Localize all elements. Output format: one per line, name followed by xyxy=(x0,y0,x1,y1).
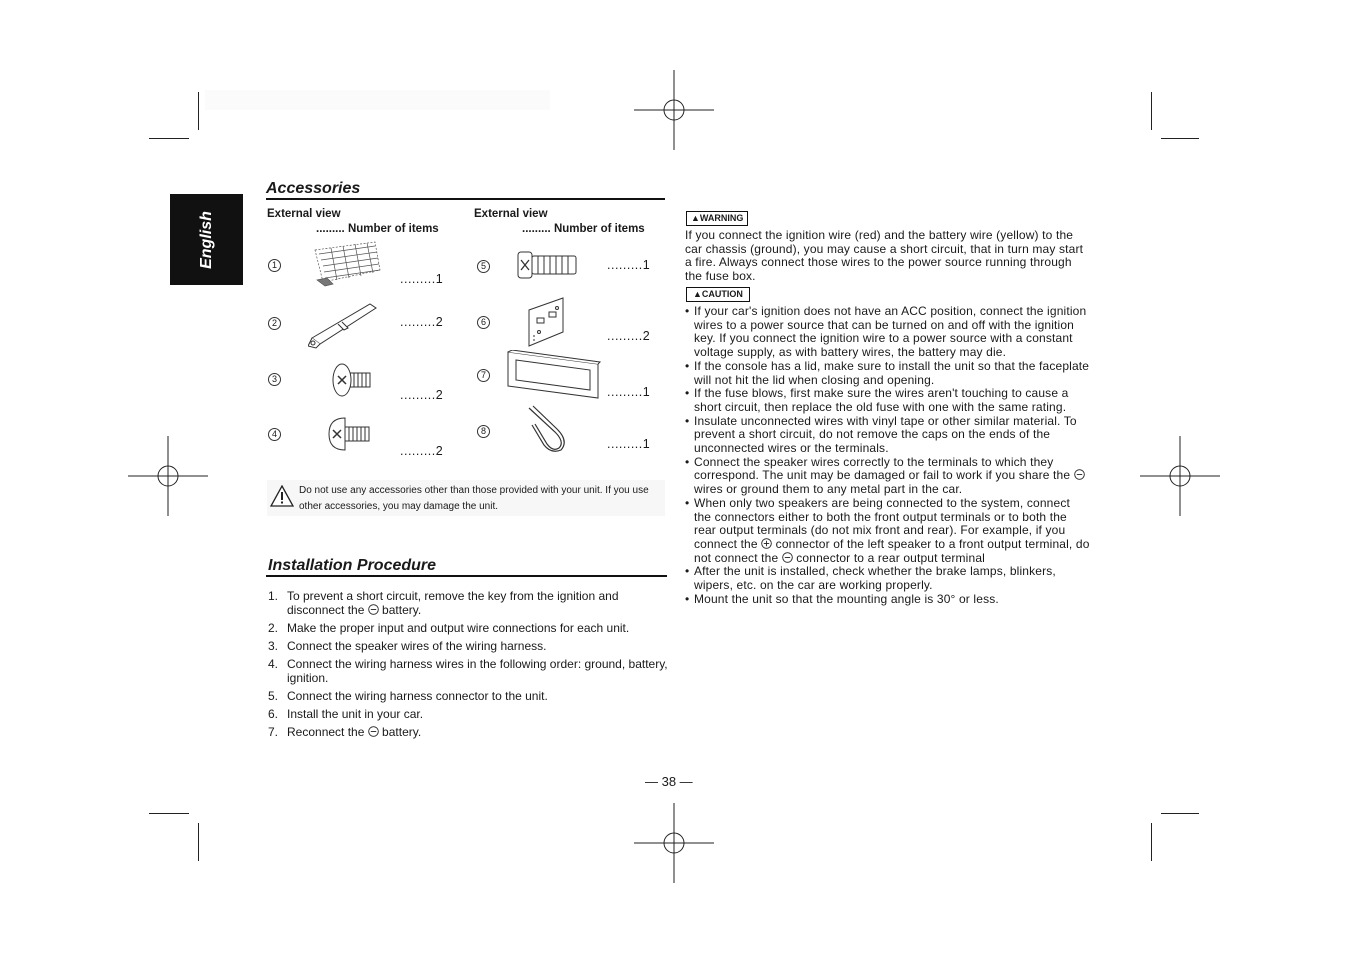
bullet-icon: • xyxy=(685,304,690,318)
caution-item xyxy=(685,415,1090,456)
removal-tool-icon xyxy=(308,300,380,350)
caution-text: connector to a rear output terminal xyxy=(792,550,985,565)
installation-step xyxy=(268,589,668,617)
crop-mark xyxy=(198,823,199,861)
installation-step xyxy=(268,707,668,721)
escutcheon-frame-icon xyxy=(506,350,602,400)
bullet-icon: • xyxy=(685,454,690,469)
item-number: 5 xyxy=(477,260,490,273)
caution-item xyxy=(685,360,1090,387)
caution-text: If the fuse blows, first make sure the wires aren't touching to cause a short circuit, then replace the old fuse with one with the same rating. xyxy=(694,386,1069,414)
registration-mark-icon xyxy=(634,70,714,150)
item-quantity: .........2 xyxy=(607,329,651,343)
bullet-icon: • xyxy=(685,358,690,373)
item-number: 3 xyxy=(268,373,281,386)
warning-small-icon: ▲ xyxy=(691,213,700,223)
accessories-title: Accessories xyxy=(266,180,361,197)
bullet-icon: • xyxy=(685,495,690,510)
bullet-icon: • xyxy=(685,591,690,606)
plus-terminal-icon xyxy=(761,538,772,549)
crop-mark xyxy=(1161,813,1199,814)
item-number: 1 xyxy=(268,259,281,272)
caution-text: Connect the speaker wires correctly to the terminals to which they correspond. The unit may be damaged or fail to work if you share the xyxy=(694,454,1074,483)
crop-mark xyxy=(1151,823,1152,861)
step-text: Reconnect the xyxy=(287,725,368,739)
crop-mark xyxy=(149,138,189,139)
step-number: 6. xyxy=(268,707,279,721)
step-text: battery. xyxy=(378,603,422,617)
warning-text: If you connect the ignition wire (red) and the battery wire (yellow) to the car chassis (ground), you may cause a short circuit, that in turn may start a fire. Always connect those wires to the power source running through the fuse box. xyxy=(685,228,1084,283)
caution-item xyxy=(685,305,1090,360)
installation-step xyxy=(268,621,668,635)
bullet-icon: • xyxy=(685,413,690,428)
wiring-harness-icon xyxy=(305,240,385,292)
caution-small-icon: ▲ xyxy=(693,289,702,299)
round-head-screw-icon xyxy=(327,416,371,452)
installation-steps xyxy=(268,589,668,743)
bracket-plate-icon xyxy=(525,296,567,348)
caution-text: wires or ground them to any metal part in the car. xyxy=(694,482,963,497)
item-number: 8 xyxy=(477,425,490,438)
minus-terminal-icon xyxy=(782,552,793,563)
installation-rule xyxy=(266,575,667,577)
scan-shadow xyxy=(205,90,550,110)
item-quantity: .........1 xyxy=(400,272,444,286)
installation-title: Installation Procedure xyxy=(268,557,437,574)
hook-icon xyxy=(525,404,569,452)
language-tab xyxy=(170,194,243,285)
warning-label: ▲WARNING xyxy=(686,211,748,226)
caution-text: Mount the unit so that the mounting angle is 30° or less. xyxy=(694,591,999,606)
item-quantity: .........1 xyxy=(607,385,651,399)
right-column-header: External view ......... Number of items xyxy=(474,208,645,235)
step-text: battery. xyxy=(378,725,422,739)
crop-mark xyxy=(1161,138,1199,139)
registration-mark-icon xyxy=(128,436,208,516)
step-number: 4. xyxy=(268,657,279,671)
warning-triangle-icon xyxy=(270,485,294,507)
crop-mark xyxy=(149,813,189,814)
step-text: Make the proper input and output wire connections for each unit. xyxy=(287,621,630,635)
left-column-header: External view ......... Number of items xyxy=(267,208,439,235)
page-number: — 38 — xyxy=(645,774,693,789)
bolt-icon xyxy=(516,250,580,280)
flat-head-screw-icon xyxy=(330,362,372,398)
caution-list xyxy=(685,305,1090,606)
step-number: 5. xyxy=(268,689,279,703)
item-number: 2 xyxy=(268,317,281,330)
step-text: Connect the speaker wires of the wiring harness. xyxy=(287,639,547,653)
caution-item xyxy=(685,387,1090,414)
accessories-rule xyxy=(266,198,665,200)
caution-text: When only two speakers are being connected to the system, connect the connectors either to both the front output terminals or to both the rear output terminals (do not mix front and rear). For example, if you connect the xyxy=(694,495,1070,551)
installation-step xyxy=(268,689,668,703)
item-quantity: .........2 xyxy=(400,444,444,458)
item-number: 7 xyxy=(477,369,490,382)
registration-mark-icon xyxy=(634,803,714,883)
accessory-note: Do not use any accessories other than those provided with your unit. If you use other accessories, you may damage the unit. xyxy=(299,485,649,512)
caution-item xyxy=(685,565,1090,592)
caution-item xyxy=(685,497,1090,566)
installation-step xyxy=(268,639,668,653)
caution-text: If your car's ignition does not have an ACC position, connect the ignition wires to a power source that can be turned on and off with the ignition key. If you connect the ignition wire to a power source with a constant voltage supply, as with battery wires, the battery may die. xyxy=(694,304,1087,360)
crop-mark xyxy=(1151,92,1152,130)
step-text: Connect the wiring harness wires in the following order: ground, battery, ignition. xyxy=(287,657,668,685)
minus-terminal-icon xyxy=(1074,469,1085,480)
caution-text: If the console has a lid, make sure to install the unit so that the faceplate will not hit the lid when closing and opening. xyxy=(694,358,1090,387)
installation-step xyxy=(268,725,668,739)
caution-label: ▲CAUTION xyxy=(686,287,750,302)
language-label: English xyxy=(197,210,215,269)
caution-item xyxy=(685,593,1090,607)
caution-item xyxy=(685,456,1090,497)
step-text: To prevent a short circuit, remove the key from the ignition and disconnect the xyxy=(287,589,619,617)
step-number: 7. xyxy=(268,725,279,739)
minus-terminal-icon xyxy=(368,726,379,737)
crop-mark xyxy=(198,92,199,130)
bullet-icon: • xyxy=(685,564,690,579)
bullet-icon: • xyxy=(685,386,690,401)
item-quantity: .........2 xyxy=(400,315,444,329)
step-number: 3. xyxy=(268,639,279,653)
step-number: 1. xyxy=(268,589,279,603)
minus-terminal-icon xyxy=(368,604,379,615)
step-number: 2. xyxy=(268,621,279,635)
caution-text: Insulate unconnected wires with vinyl tape or other similar material. To prevent a short circuit, do not remove the caps on the ends of the unconnected wires or the terminals. xyxy=(694,413,1077,456)
step-text: Install the unit in your car. xyxy=(287,707,424,721)
item-number: 4 xyxy=(268,428,281,441)
step-text: Connect the wiring harness connector to the unit. xyxy=(287,689,548,703)
item-quantity: .........1 xyxy=(607,258,651,272)
item-number: 6 xyxy=(477,316,490,329)
installation-step xyxy=(268,657,668,685)
registration-mark-icon xyxy=(1140,436,1220,516)
caution-text: After the unit is installed, check whether the brake lamps, blinkers, wipers, etc. on the car are working properly. xyxy=(694,564,1056,593)
item-quantity: .........1 xyxy=(607,437,651,451)
caution-text: connector of the left speaker to a front output terminal, do not connect the xyxy=(694,536,1090,565)
item-quantity: .........2 xyxy=(400,388,444,402)
